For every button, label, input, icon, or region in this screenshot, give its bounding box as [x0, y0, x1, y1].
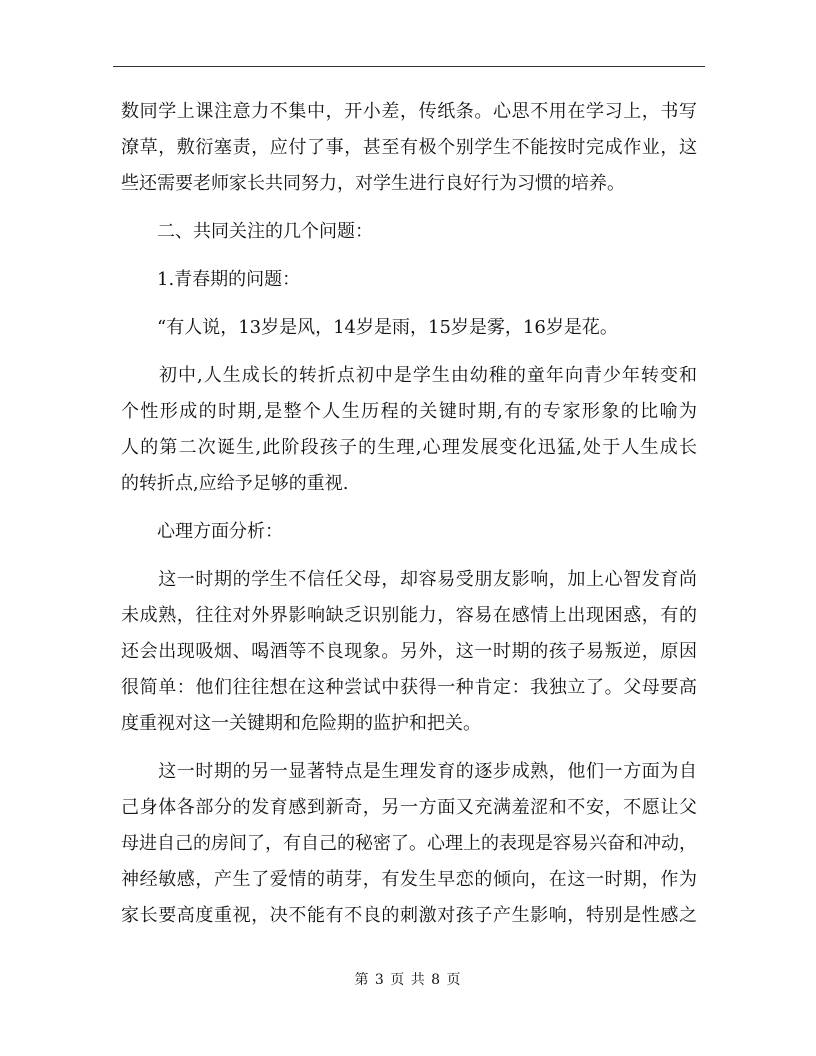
p8-line-4: 神经敏感，产生了爱情的萌芽，有发生早恋的倾向，在这一时期，作为	[121, 869, 697, 890]
p8-line-1: 这一时期的另一显著特点是生理发育的逐步成熟，他们一方面为自	[121, 761, 697, 782]
page-footer: 第 3 页 共 8 页	[354, 972, 462, 988]
p1-line-1: 数同学上课注意力不集中，开小差，传纸条。心思不用在学习上，书写	[121, 101, 697, 122]
p7-line-1: 这一时期的学生不信任父母，却容易受朋友影响，加上心智发育尚	[121, 569, 697, 590]
p7-line-5: 度重视对这一关键期和危险期的监护和把关。	[121, 713, 481, 734]
p5-line-3: 人的第二次诞生,此阶段孩子的生理,心理发展变化迅猛,处于人生成长	[121, 437, 697, 458]
document-body	[121, 94, 697, 934]
section-heading: 二、共同关注的几个问题：	[121, 221, 373, 242]
p8-line-3: 母进自己的房间了，有自己的秘密了。心理上的表现是容易兴奋和冲动，	[121, 833, 697, 854]
p5-line-2: 个性形成的时期,是整个人生历程的关键时期,有的专家形象的比喻为	[121, 401, 697, 422]
p5-line-4: 的转折点,应给予足够的重视.	[121, 473, 349, 494]
p7-line-4: 很简单：他们往往想在这种尝试中获得一种肯定：我独立了。父母要高	[121, 677, 697, 698]
header-rule	[113, 66, 705, 67]
p1-line-3: 些还需要老师家长共同努力，对学生进行良好行为习惯的培养。	[121, 173, 625, 194]
p7-line-3: 还会出现吸烟、喝酒等不良现象。另外，这一时期的孩子易叛逆，原因	[121, 641, 697, 662]
subsection-heading: 1.青春期的问题：	[121, 269, 301, 290]
quote-line: “有人说，13岁是风，14岁是雨，15岁是雾，16岁是花。	[121, 317, 618, 338]
analysis-heading: 心理方面分析：	[121, 521, 283, 542]
p7-line-2: 未成熟，往往对外界影响缺乏识别能力，容易在感情上出现困惑，有的	[121, 605, 697, 626]
p8-line-5: 家长要高度重视，决不能有不良的刺激对孩子产生影响，特别是性感之	[121, 905, 697, 926]
p8-line-2: 己身体各部分的发育感到新奇，另一方面又充满羞涩和不安，不愿让父	[121, 797, 697, 818]
p5-line-1: 初中,人生成长的转折点初中是学生由幼稚的童年向青少年转变和	[121, 365, 697, 386]
p1-line-2: 潦草，敷衍塞责，应付了事，甚至有极个别学生不能按时完成作业，这	[121, 137, 697, 158]
